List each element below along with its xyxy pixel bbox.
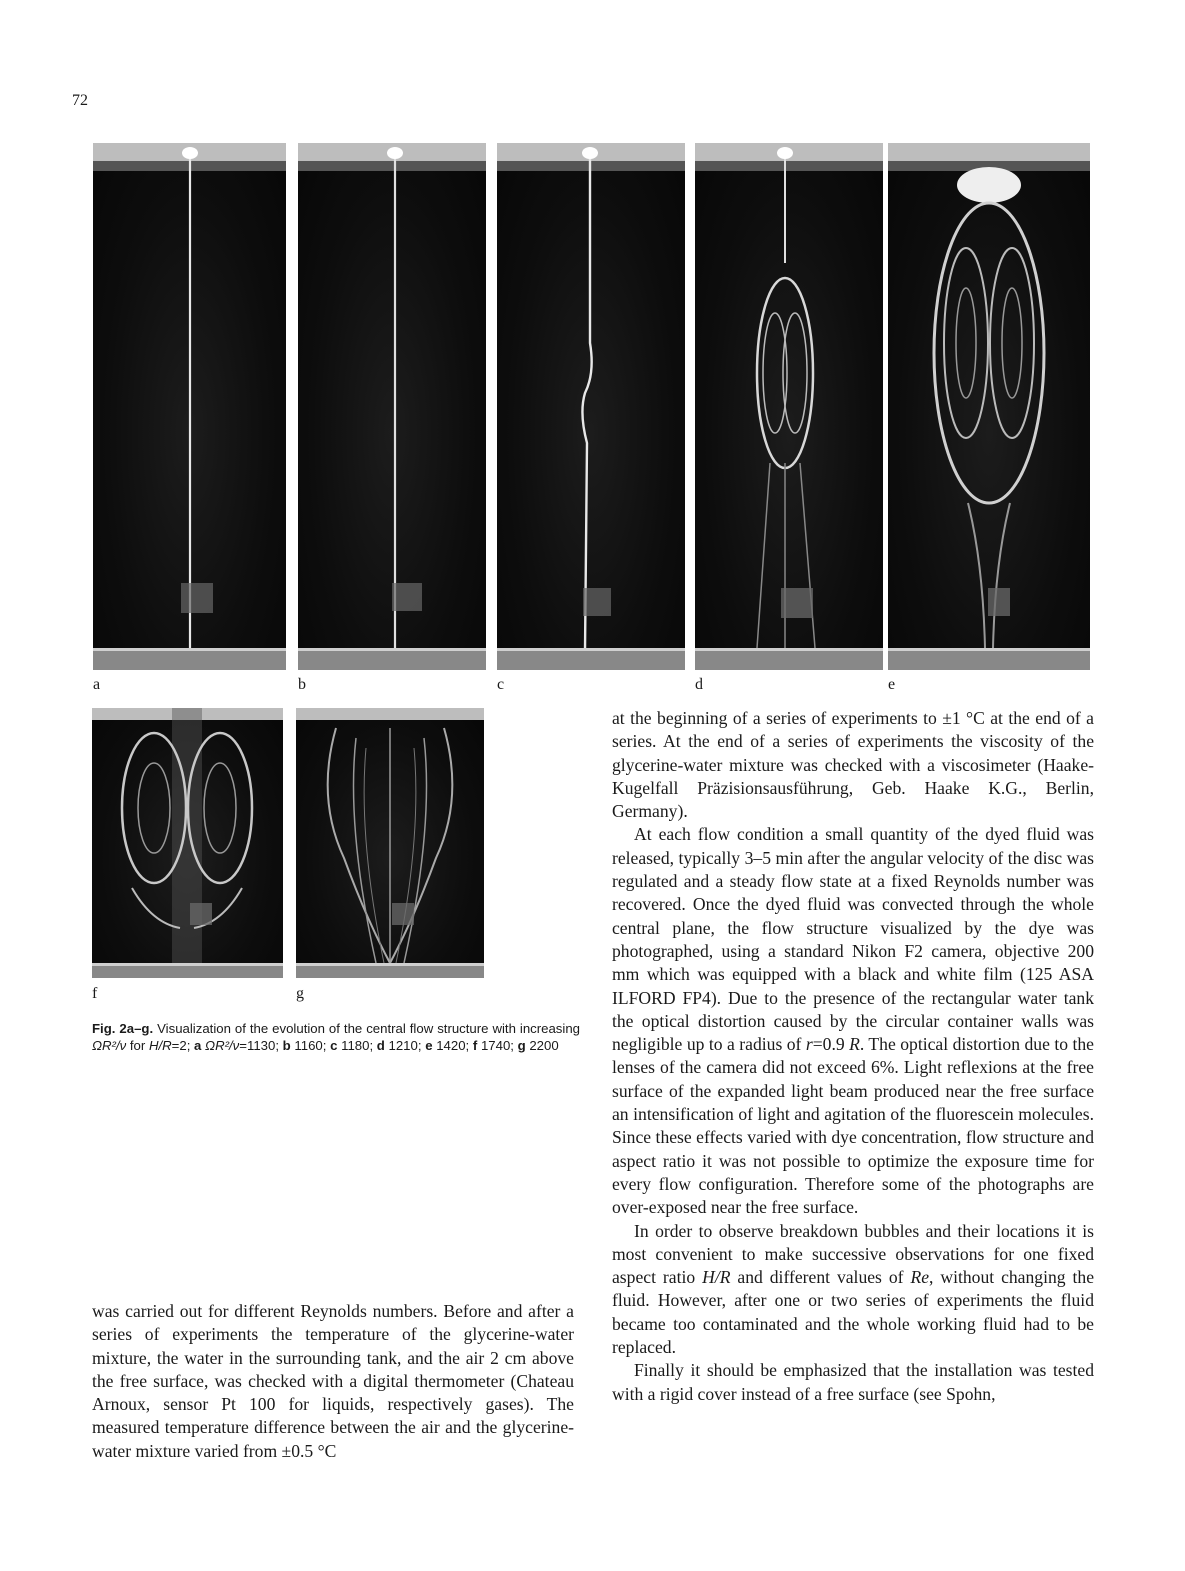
figure-panel-e: [888, 143, 1090, 670]
symbol-R: R: [849, 1034, 860, 1055]
figure-panel-d: [695, 143, 883, 670]
caption-param: ΩR²/ν: [92, 1038, 127, 1053]
caption-text: =2;: [171, 1038, 195, 1053]
caption-panel-c: c: [330, 1038, 338, 1053]
caption-fig-label: Fig. 2a–g.: [92, 1021, 154, 1036]
caption-panel-e: e: [425, 1038, 433, 1053]
panel-c-graphic: [497, 143, 685, 670]
right-paragraph-1: at the beginning of a series of experiments to ±1 °C at the end of a series. At the end of a series of experiments the viscosity of the glycerine-water mixture was checked with a viscosimeter (Haake-Kugelfall Präzisionsausführung, Geb. Haake K.G., Berlin, Germany).: [612, 708, 1094, 822]
panel-label-c: c: [497, 676, 505, 693]
symbol-r: r: [805, 1034, 813, 1055]
panel-d-graphic: [695, 143, 883, 670]
caption-panel-g: g: [517, 1038, 526, 1053]
figure-panel-a: [93, 143, 286, 670]
symbol-hr: H/R: [702, 1267, 731, 1288]
panel-label-g: g: [296, 985, 304, 1002]
caption-value: 1740;: [477, 1038, 518, 1053]
figure-panel-f: [92, 708, 283, 978]
panel-a-graphic: [93, 143, 286, 670]
paragraph-text: In order to observe breakdown bubbles and their locations it is most convenient to make successive observations for one fixed aspect ratio: [612, 1220, 1094, 1288]
figure-panel-b: [298, 143, 486, 670]
caption-param: H/R: [148, 1038, 172, 1053]
figure-panel-g: [296, 708, 484, 978]
page-number: 72: [72, 92, 88, 109]
panel-label-d: d: [695, 676, 703, 693]
left-column: [92, 1300, 574, 1463]
paragraph-text: and different values of: [730, 1267, 911, 1288]
panel-label-a: a: [93, 676, 101, 693]
right-paragraph-2: [612, 823, 1094, 1219]
caption-value: 1210;: [384, 1038, 426, 1053]
panel-b-graphic: [298, 143, 486, 670]
panel-e-graphic: [888, 143, 1090, 670]
caption-value: 1160;: [290, 1038, 331, 1053]
caption-value: 1180;: [337, 1038, 377, 1053]
caption-param: ΩR²/ν: [205, 1038, 240, 1053]
caption-value: 1420;: [432, 1038, 473, 1053]
caption-text: for: [126, 1038, 149, 1053]
caption-panel-a: a: [194, 1038, 202, 1053]
paragraph-text: =0.9: [812, 1034, 850, 1055]
left-paragraph-1: was carried out for different Reynolds numbers. Before and after a series of experiments the temperature of the glycerine-water mixture, the water in the surrounding tank, and the air 2 cm above the free surface, was checked with a digital thermometer (Chateau Arnoux, sensor Pt 100 for liquids, respectively gases). The measured temperature difference between the air and the glycerine-water mixture varied from ±0.5 °C: [92, 1301, 574, 1461]
panel-g-graphic: [296, 708, 484, 978]
panel-label-e: e: [888, 676, 896, 693]
caption-panel-d: d: [376, 1038, 385, 1053]
panel-label-b: b: [298, 676, 306, 693]
right-column: [612, 707, 1094, 1406]
caption-text: Visualization of the evolution of the central flow structure with increasing: [153, 1021, 580, 1036]
right-paragraph-3: [612, 1220, 1094, 1360]
figure-panel-c: [497, 143, 685, 670]
panel-label-f: f: [92, 985, 98, 1002]
caption-text: =1130;: [239, 1038, 283, 1053]
right-paragraph-4: Finally it should be emphasized that the installation was tested with a rigid cover instead of a free surface (see Spohn,: [612, 1360, 1094, 1404]
paragraph-text: . The optical distortion due to the lenses of the camera did not exceed 6%. Light reflexions at the free surface of the expanded light beam produced near the free surface an intensification of light and agitation of the fluorescein molecules. Since these effects varied with dye concentration, flow structure and aspect ratio it was not possible to optimize the exposure time for every flow configuration. Therefore some of the photographs are over-exposed near the free surface.: [612, 1034, 1094, 1218]
caption-panel-f: f: [472, 1038, 478, 1053]
panel-f-graphic: [92, 708, 283, 978]
caption-panel-b: b: [282, 1038, 291, 1053]
symbol-re: Re: [910, 1267, 930, 1288]
figure-caption: [92, 1020, 580, 1054]
paragraph-text: At each flow condition a small quantity of the dyed fluid was released, typically 3–5 min after the angular velocity of the disc was regulated and a steady flow state at a fixed Reynolds number was recovered. Once the dyed fluid was convected through the whole central plane, the flow structure visualized by the dye was photographed, using a standard Nikon F2 camera, objective 200 mm which was equipped with a black and white film (125 ASA ILFORD FP4). Due to the presence of the rectangular water tank the optical distortion caused by the circular container walls was negligible up to a radius of: [612, 824, 1094, 1055]
caption-value: 2200: [525, 1038, 559, 1053]
paragraph-text: , without changing the fluid. However, after one or two series of experiments the fluid became too contaminated and the whole working fluid had to be replaced.: [612, 1267, 1095, 1358]
